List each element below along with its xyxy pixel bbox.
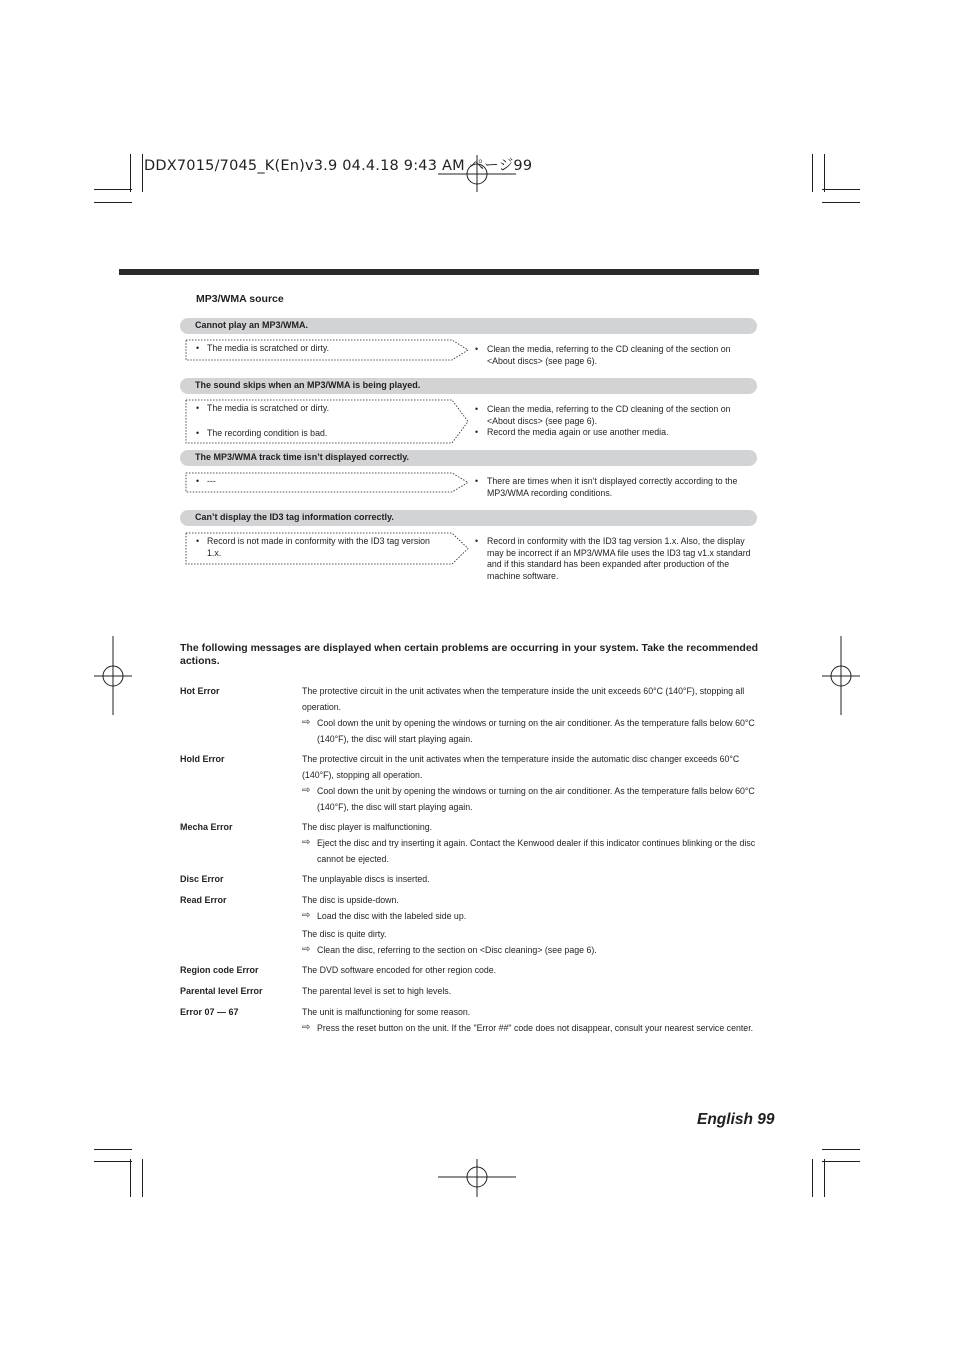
error-action — [302, 715, 758, 747]
problem-bar — [180, 510, 757, 526]
error-name: Read Error — [180, 895, 227, 905]
arrow-right-icon: ⇨ — [302, 1022, 311, 1033]
error-cause-text: The unplayable discs is inserted. — [302, 874, 430, 884]
error-name: Error 07 — 67 — [180, 1007, 239, 1017]
remedy-list — [475, 536, 760, 583]
error-cause-text: The unit is malfunctioning for some reason. — [302, 1007, 471, 1017]
error-description — [302, 962, 758, 978]
cause-item: • Record is not made in conformity with the ID3 tag version 1.x. — [196, 536, 444, 559]
problem-label: The MP3/WMA track time isn’t displayed correctly. — [195, 452, 410, 462]
error-description — [302, 871, 758, 887]
arrow-right-icon: ⇨ — [302, 944, 311, 955]
registration-target-right — [822, 636, 860, 715]
print-slug: DDX7015/7045_K(En)v3.9 04.4.18 9:43 AM ページ99 — [144, 158, 533, 174]
cause-box — [186, 400, 468, 443]
error-cause-text: The DVD software encoded for other region code. — [302, 965, 497, 975]
problem-label: Can’t display the ID3 tag information correctly. — [195, 512, 394, 522]
cause-item: • The recording condition is bad. — [196, 428, 446, 440]
error-action-text: Clean the disc, referring to the section on <Disc cleaning> (see page 6). — [317, 945, 597, 955]
problem-bar — [180, 378, 757, 394]
error-name: Region code Error — [180, 965, 259, 975]
error-name: Mecha Error — [180, 822, 233, 832]
cause-item: • --- — [196, 476, 446, 488]
error-action-text: Cool down the unit by opening the windows or turning on the air conditioner. As the temperature falls below 60°C (140°F), the disc will start playing again. — [317, 718, 755, 744]
error-action — [302, 942, 758, 958]
error-cause-text: The parental level is set to high levels. — [302, 986, 452, 996]
arrow-right-icon: ⇨ — [302, 837, 311, 848]
problem-bar — [180, 318, 757, 334]
error-cause-text: The disc is upside-down. — [302, 895, 399, 905]
section-title: MP3/WMA source — [196, 293, 284, 305]
remedy-item: • Clean the media, referring to the CD cleaning of the section on <About discs> (see page 6). — [475, 404, 760, 427]
arrow-right-icon: ⇨ — [302, 910, 311, 921]
error-cause-text: The disc is quite dirty. — [302, 929, 387, 939]
cause-box — [186, 473, 468, 492]
error-description — [302, 683, 758, 747]
error-name: Hot Error — [180, 686, 220, 696]
remedy-item: • Record the media again or use another media. — [475, 427, 760, 439]
error-name: Hold Error — [180, 754, 225, 764]
error-description — [302, 819, 758, 867]
section-rule — [119, 269, 759, 275]
remedy-list — [475, 404, 760, 439]
error-description — [302, 1004, 758, 1036]
cause-item: • The media is scratched or dirty. — [196, 343, 446, 355]
error-action — [302, 908, 758, 924]
error-action-text: Cool down the unit by opening the windows or turning on the air conditioner. As the temperature falls below 60°C (140°F), the disc will start playing again. — [317, 786, 755, 812]
cause-box — [186, 533, 468, 564]
error-name: Parental level Error — [180, 986, 263, 996]
error-action — [302, 783, 758, 815]
error-cause-text: The protective circuit in the unit activates when the temperature inside the automatic disc changer exceeds 60°C (140°F), stopping all operation. — [302, 754, 740, 780]
error-action — [302, 1020, 758, 1036]
remedy-list — [475, 476, 760, 499]
remedy-list — [475, 344, 760, 367]
error-cause-text: The disc player is malfunctioning. — [302, 822, 433, 832]
error-description — [302, 751, 758, 815]
problem-bar — [180, 450, 757, 466]
registration-target-left — [94, 636, 132, 715]
page-number: English 99 — [697, 1111, 775, 1128]
remedy-item: • Record in conformity with the ID3 tag version 1.x. Also, the display may be incorrect if an MP3/WMA file uses the ID3 tag v1.x standard and if this standard has been expanded after production of the machine software. — [475, 536, 760, 583]
error-name: Disc Error — [180, 874, 224, 884]
arrow-right-icon: ⇨ — [302, 717, 311, 728]
problem-label: The sound skips when an MP3/WMA is being played. — [195, 380, 421, 390]
problem-label: Cannot play an MP3/WMA. — [195, 320, 309, 330]
remedy-item: • There are times when it isn’t displayed correctly according to the MP3/WMA recording conditions. — [475, 476, 760, 499]
registration-target-bottom — [438, 1159, 516, 1197]
cause-box — [186, 340, 468, 360]
error-cause-text: The protective circuit in the unit activates when the temperature inside the unit exceeds 60°C (140°F), stopping all operation. — [302, 686, 745, 712]
error-description — [302, 892, 758, 958]
messages-intro: The following messages are displayed when certain problems are occurring in your system. Take the recommended actions. — [180, 642, 759, 667]
error-action-text: Eject the disc and try inserting it again. Contact the Kenwood dealer if this indicator continues blinking or the disc cannot be ejected. — [317, 838, 756, 864]
error-action-text: Press the reset button on the unit. If the "Error ##" code does not disappear, consult your nearest service center. — [317, 1023, 754, 1033]
arrow-right-icon: ⇨ — [302, 785, 311, 796]
cause-item: • The media is scratched or dirty. — [196, 403, 446, 415]
error-action — [302, 835, 758, 867]
error-action-text: Load the disc with the labeled side up. — [317, 911, 467, 921]
remedy-item: • Clean the media, referring to the CD cleaning of the section on <About discs> (see page 6). — [475, 344, 760, 367]
error-description — [302, 983, 758, 999]
